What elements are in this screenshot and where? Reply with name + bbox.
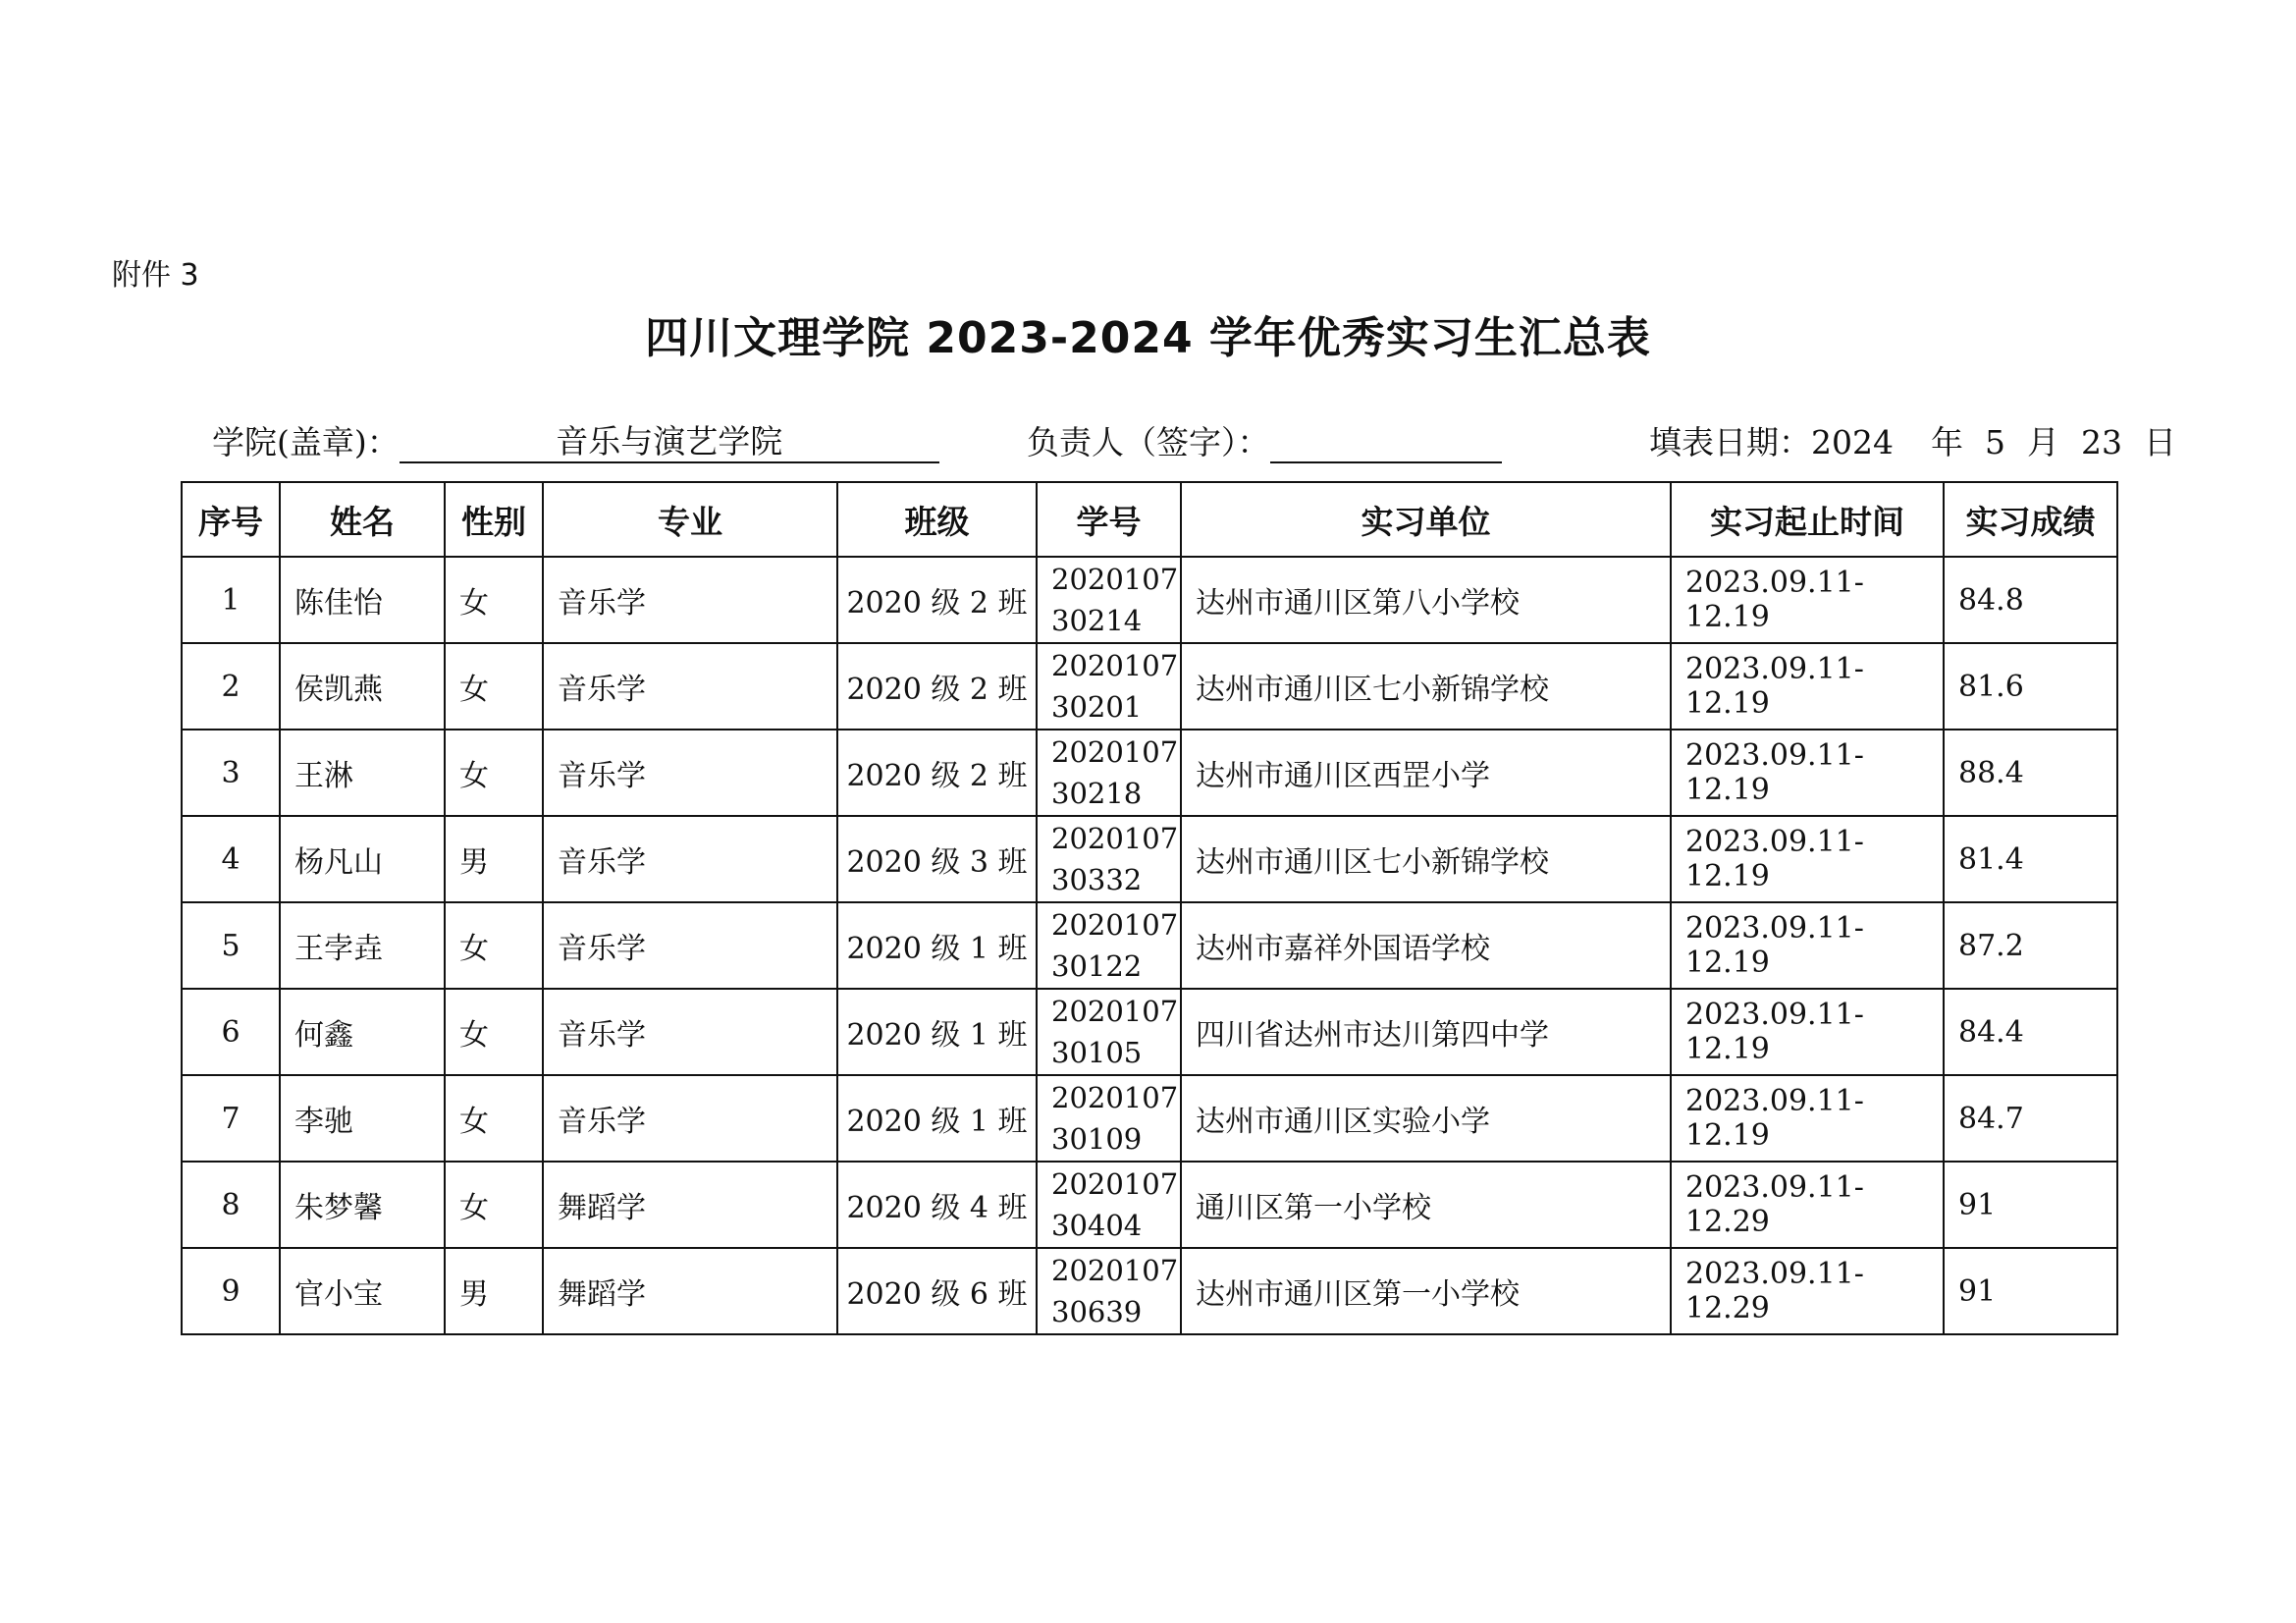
cell-name: 何鑫 [280, 989, 445, 1075]
cell-name: 侯凯燕 [280, 643, 445, 730]
cell-name: 王孛垚 [280, 902, 445, 989]
cell-class: 2020 级 1 班 [837, 1075, 1037, 1162]
table-row [182, 1248, 2117, 1334]
cell-class: 2020 级 2 班 [837, 557, 1037, 643]
header-no: 序号 [182, 482, 280, 557]
cell-gender: 女 [445, 730, 543, 816]
cell-period: 2023.09.11-12.29 [1671, 1162, 1944, 1248]
cell-gender: 男 [445, 816, 543, 902]
date-year-unit: 年 [1930, 423, 1963, 461]
cell-class: 2020 级 6 班 [837, 1248, 1037, 1334]
cell-period: 2023.09.11-12.19 [1671, 643, 1944, 730]
student-id-line-2: 30201 [1051, 690, 1143, 724]
header-student-id: 学号 [1037, 482, 1181, 557]
student-id-line-1: 2020107 [1051, 995, 1179, 1028]
cell-unit: 通川区第一小学校 [1181, 1162, 1671, 1248]
table-row [182, 1075, 2117, 1162]
cell-no: 1 [182, 557, 280, 643]
cell-period: 2023.09.11-12.19 [1671, 730, 1944, 816]
date-month-unit: 月 [2026, 423, 2059, 461]
table-row [182, 643, 2117, 730]
page-title: 四川文理学院 2023-2024 学年优秀实习生汇总表 [645, 313, 1651, 363]
student-id-line-2: 30109 [1051, 1122, 1143, 1156]
cell-major: 音乐学 [543, 1075, 837, 1162]
cell-score: 81.6 [1944, 643, 2117, 730]
date-day-unit: 日 [2143, 423, 2176, 461]
interns-table [181, 481, 2118, 1335]
header-class: 班级 [837, 482, 1037, 557]
cell-score: 87.2 [1944, 902, 2117, 989]
table-header-row [182, 482, 2117, 557]
cell-score: 84.4 [1944, 989, 2117, 1075]
attachment-label: 附件 3 [112, 258, 199, 293]
cell-no: 9 [182, 1248, 280, 1334]
cell-period: 2023.09.11-12.19 [1671, 557, 1944, 643]
cell-student-id [1037, 1075, 1181, 1162]
student-id-line-1: 2020107 [1051, 908, 1179, 942]
cell-score: 91 [1944, 1162, 2117, 1248]
cell-name: 王淋 [280, 730, 445, 816]
cell-gender: 女 [445, 902, 543, 989]
cell-no: 7 [182, 1075, 280, 1162]
cell-gender: 女 [445, 557, 543, 643]
cell-class: 2020 级 2 班 [837, 730, 1037, 816]
student-id-line-2: 30404 [1051, 1209, 1143, 1242]
cell-class: 2020 级 1 班 [837, 989, 1037, 1075]
date-field [1649, 417, 2176, 466]
person-label: 负责人（签字）： [1027, 423, 1270, 461]
cell-name: 杨凡山 [280, 816, 445, 902]
header-unit: 实习单位 [1181, 482, 1671, 557]
cell-major: 舞蹈学 [543, 1248, 837, 1334]
header-name: 姓名 [280, 482, 445, 557]
student-id-line-1: 2020107 [1051, 649, 1179, 682]
student-id-line-2: 30639 [1051, 1295, 1143, 1328]
table-row [182, 902, 2117, 989]
cell-unit: 达州市通川区第一小学校 [1181, 1248, 1671, 1334]
header-period: 实习起止时间 [1671, 482, 1944, 557]
cell-major: 音乐学 [543, 730, 837, 816]
cell-unit: 达州市通川区实验小学 [1181, 1075, 1671, 1162]
student-id-line-1: 2020107 [1051, 563, 1179, 596]
cell-name: 朱梦馨 [280, 1162, 445, 1248]
cell-student-id [1037, 989, 1181, 1075]
cell-period: 2023.09.11-12.19 [1671, 1075, 1944, 1162]
cell-score: 84.8 [1944, 557, 2117, 643]
cell-no: 3 [182, 730, 280, 816]
cell-major: 音乐学 [543, 989, 837, 1075]
student-id-line-1: 2020107 [1051, 735, 1179, 769]
student-id-line-1: 2020107 [1051, 1167, 1179, 1201]
cell-gender: 男 [445, 1248, 543, 1334]
cell-period: 2023.09.11-12.29 [1671, 1248, 1944, 1334]
student-id-line-2: 30122 [1051, 949, 1143, 983]
cell-name: 陈佳怡 [280, 557, 445, 643]
cell-unit: 达州市通川区第八小学校 [1181, 557, 1671, 643]
cell-unit: 达州市嘉祥外国语学校 [1181, 902, 1671, 989]
cell-class: 2020 级 1 班 [837, 902, 1037, 989]
cell-unit: 达州市通川区七小新锦学校 [1181, 643, 1671, 730]
table-row [182, 989, 2117, 1075]
cell-gender: 女 [445, 1162, 543, 1248]
cell-name: 官小宝 [280, 1248, 445, 1334]
student-id-line-1: 2020107 [1051, 822, 1179, 855]
cell-unit: 达州市通川区七小新锦学校 [1181, 816, 1671, 902]
student-id-line-2: 30218 [1051, 777, 1143, 810]
cell-student-id [1037, 1248, 1181, 1334]
student-id-line-2: 30332 [1051, 863, 1143, 896]
cell-unit: 四川省达州市达川第四中学 [1181, 989, 1671, 1075]
cell-student-id [1037, 643, 1181, 730]
cell-no: 2 [182, 643, 280, 730]
college-field [212, 417, 939, 466]
table-row [182, 730, 2117, 816]
cell-score: 81.4 [1944, 816, 2117, 902]
date-label: 填表日期： [1649, 423, 1811, 461]
cell-period: 2023.09.11-12.19 [1671, 816, 1944, 902]
college-label: 学院(盖章)： [212, 423, 400, 461]
date-month: 5 [1984, 423, 2005, 461]
cell-student-id [1037, 1162, 1181, 1248]
cell-gender: 女 [445, 1075, 543, 1162]
student-id-line-2: 30105 [1051, 1036, 1143, 1069]
cell-major: 音乐学 [543, 816, 837, 902]
cell-class: 2020 级 4 班 [837, 1162, 1037, 1248]
cell-name: 李驰 [280, 1075, 445, 1162]
cell-student-id [1037, 730, 1181, 816]
table-row [182, 557, 2117, 643]
header-major: 专业 [543, 482, 837, 557]
cell-gender: 女 [445, 643, 543, 730]
cell-gender: 女 [445, 989, 543, 1075]
cell-no: 4 [182, 816, 280, 902]
person-signature-line [1270, 461, 1502, 463]
student-id-line-1: 2020107 [1051, 1081, 1179, 1114]
date-year: 2024 [1811, 423, 1894, 461]
person-field [1027, 417, 1502, 466]
cell-class: 2020 级 3 班 [837, 816, 1037, 902]
cell-no: 8 [182, 1162, 280, 1248]
cell-student-id [1037, 557, 1181, 643]
cell-class: 2020 级 2 班 [837, 643, 1037, 730]
cell-student-id [1037, 902, 1181, 989]
header-score: 实习成绩 [1944, 482, 2117, 557]
header-gender: 性别 [445, 482, 543, 557]
date-day: 23 [2080, 423, 2122, 461]
cell-major: 舞蹈学 [543, 1162, 837, 1248]
table-row [182, 1162, 2117, 1248]
cell-no: 5 [182, 902, 280, 989]
cell-major: 音乐学 [543, 643, 837, 730]
student-id-line-1: 2020107 [1051, 1254, 1179, 1287]
cell-score: 91 [1944, 1248, 2117, 1334]
cell-unit: 达州市通川区西罡小学 [1181, 730, 1671, 816]
college-value: 音乐与演艺学院 [400, 422, 939, 463]
table-row [182, 816, 2117, 902]
cell-score: 84.7 [1944, 1075, 2117, 1162]
cell-major: 音乐学 [543, 902, 837, 989]
cell-major: 音乐学 [543, 557, 837, 643]
cell-student-id [1037, 816, 1181, 902]
student-id-line-2: 30214 [1051, 604, 1143, 637]
cell-score: 88.4 [1944, 730, 2117, 816]
cell-period: 2023.09.11-12.19 [1671, 902, 1944, 989]
cell-period: 2023.09.11-12.19 [1671, 989, 1944, 1075]
cell-no: 6 [182, 989, 280, 1075]
